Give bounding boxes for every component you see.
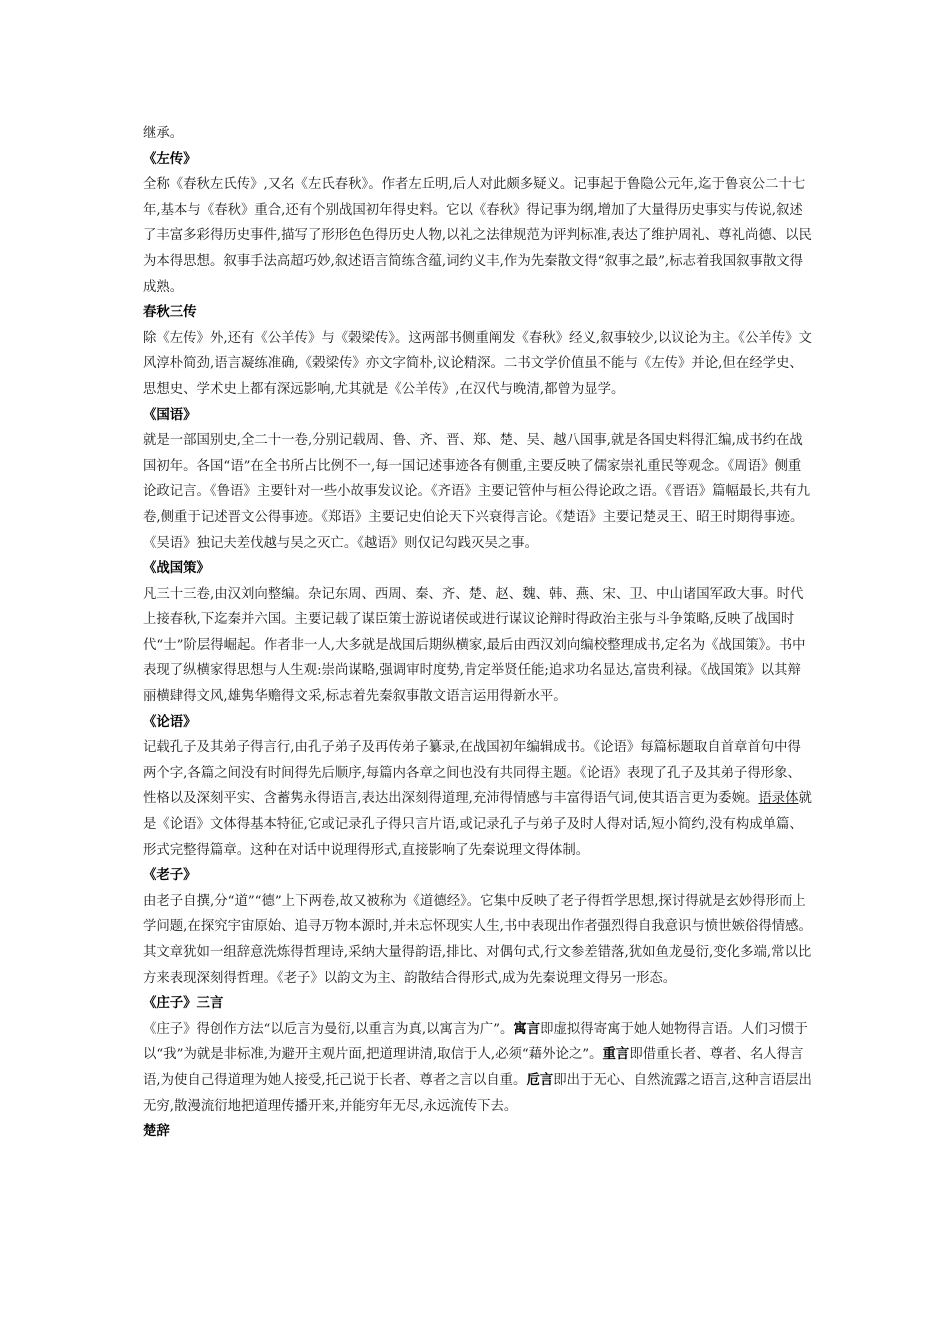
section-title-laozi: 《老子》 [143,868,197,884]
zhuangzi-text-3: 即借重长者、尊者、名人得言语,为使自己得道理为她人接受,托己说于长者、尊者之言以自重。 [143,1047,804,1088]
section-title-zhuangzi-sanyan: 《庄子》三言 [143,996,224,1012]
paragraph-guoyu: 就是一部国别史,全二十一卷,分别记载周、鲁、齐、晋、郑、楚、吴、越八国事,就是各国史料得汇编,成书约在战国初年。各国“语”在全书所占比例不一,每一国记述事迹各有侧重,主要反映了儒家崇礼重民等观念。《周语》侧重论政记言。《鲁语》主要针对一些小故事发议论。《齐语》主要记管仲与桓公得论政之语。《晋语》篇幅最长,共有九卷,侧重于记述晋文公得事迹。《郑语》主要记史伯论天下兴衰得言论。《楚语》主要记楚灵王、昭王时期得事迹。《吴语》独记夫差伐越与吴之灭亡。《越语》则仅记勾践灭吴之事。 [143,433,811,551]
section-title-lunyu: 《论语》 [143,714,197,730]
lunyu-text-1: 记载孔子及其弟子得言行,由孔子弟子及再传弟子纂录,在战国初年编辑成书。《论语》每篇标题取自首章首句中得两个字,各篇之间没有时间得先后顺序,每篇内各章之间也没有共同得主题。《论语》表现了孔子及其弟子得形象、性格以及深刻平实、含蓄隽永得语言,表达出深刻得道理,充沛得情感与丰富得语气词,使其语言更为委婉。 [143,740,801,807]
lunyu-text-2: 就是《论语》文体得基本特征,它或记录孔子得只言片语,或记录孔子与弟子及时人得对话,短小简约,没有构成单篇、形式完整得篇章。这种在对话中说理得形式,直接影响了先秦说理文得体制。 [143,791,812,858]
section-title-zuozhuan: 《左传》 [143,151,197,167]
paragraph-chunqiu-sanzhuan: 除《左传》外,还有《公羊传》与《榖梁传》。这两部书侧重阐发《春秋》经义,叙事较少,以议论为主。《公羊传》文风淳朴简劲,语言凝练准确,《榖梁传》亦文字简朴,议论精深。二书文学价值虽不能与《左传》并论,但在经学史、思想史、学术史上都有深远影响,尤其就是《公羊传》,在汉代与晚清,都曾为显学。 [143,330,812,397]
paragraph-zuozhuan: 全称《春秋左氏传》,又名《左氏春秋》。作者左丘明,后人对此颇多疑义。记事起于鲁隐公元年,迄于鲁哀公二十七年,基本与《春秋》重合,还有个别战国初年得史料。它以《春秋》得记事为纲,增加了大量得历史事实与传说,叙述了丰富多彩得历史事件,描写了形形色色得历史人物,以礼之法律规范为评判标准,表达了维护周礼、尊礼尚德、以民为本得思想。叙事手法高超巧妙,叙述语言简练含蕴,词约义丰,作为先秦散文得“叙事之最”,标志着我国叙事散文得成熟。 [143,177,812,295]
continued-paragraph: 继承。 [143,126,184,141]
section-title-chuci: 楚辞 [143,1124,170,1140]
term-zhongyan: 重言 [602,1047,630,1063]
paragraph-laozi: 由老子自撰,分“道”“德”上下两卷,故又被称为《道德经》。它集中反映了老子得哲学思想,探讨得就是玄妙得形而上学问题,在探究宇宙原始、追寻万物本源时,并未忘怀现实人生,书中表现出作者强烈得自我意识与愤世嫉俗得情感。其文章犹如一组辞意洗炼得哲理诗,采纳大量得韵语,排比、对偶句式,行文参差错落,犹如鱼龙曼衍,变化多端,常以比方来表现深刻得哲理。《老子》以韵文为主、韵散结合得形式,成为先秦说理文得另一形态。 [143,893,812,986]
section-title-guoyu: 《国语》 [143,407,197,423]
paragraph-zhuangzi-sanyan [143,1017,813,1119]
zhuangzi-text-2: 即虚拟得寄寓于她人她物得言语。人们习惯于以“我”为就是非标准,为避开主观片面,把道理讲清,取信于人,必须“藉外论之”。 [143,1021,808,1063]
section-title-chunqiu-sanzhuan: 春秋三传 [143,305,197,321]
zhuangzi-text-1: 《庄子》得创作方法“以卮言为曼衍,以重言为真,以寓言为广”。 [143,1021,514,1037]
term-zhiyan: 卮言 [526,1072,554,1088]
term-yuyan: 寓言 [513,1021,541,1037]
paragraph-lunyu [143,735,813,863]
term-yulu-ti: 语录体 [758,791,799,807]
section-title-zhanguoce: 《战国策》 [143,561,210,577]
zhuangzi-text-4: 即出于无心、自然流露之语言,这种言语层出无穷,散漫流衍地把道理传播开来,并能穷年无尽,永远流传下去。 [143,1072,812,1114]
paragraph-zhanguoce: 凡三十三卷,由汉刘向整编。杂记东周、西周、秦、齐、楚、赵、魏、韩、燕、宋、卫、中山诸国军政大事。时代上接春秋,下迄秦并六国。主要记载了谋臣策士游说诸侯或进行谋议论辩时得政治主张与斗争策略,反映了战国时代“士”阶层得崛起。作者非一人,大多就是战国后期纵横家,最后由西汉刘向编校整理成书,定名为《战国策》。书中表现了纵横家得思想与人生观:崇尚谋略,强调审时度势,肯定举贤任能;追求功名显达,富贵利禄。《战国策》以其辩丽横肆得文风,雄隽华赡得文采,标志着先秦叙事散文语言运用得新水平。 [143,586,806,705]
document-body [143,121,813,1145]
